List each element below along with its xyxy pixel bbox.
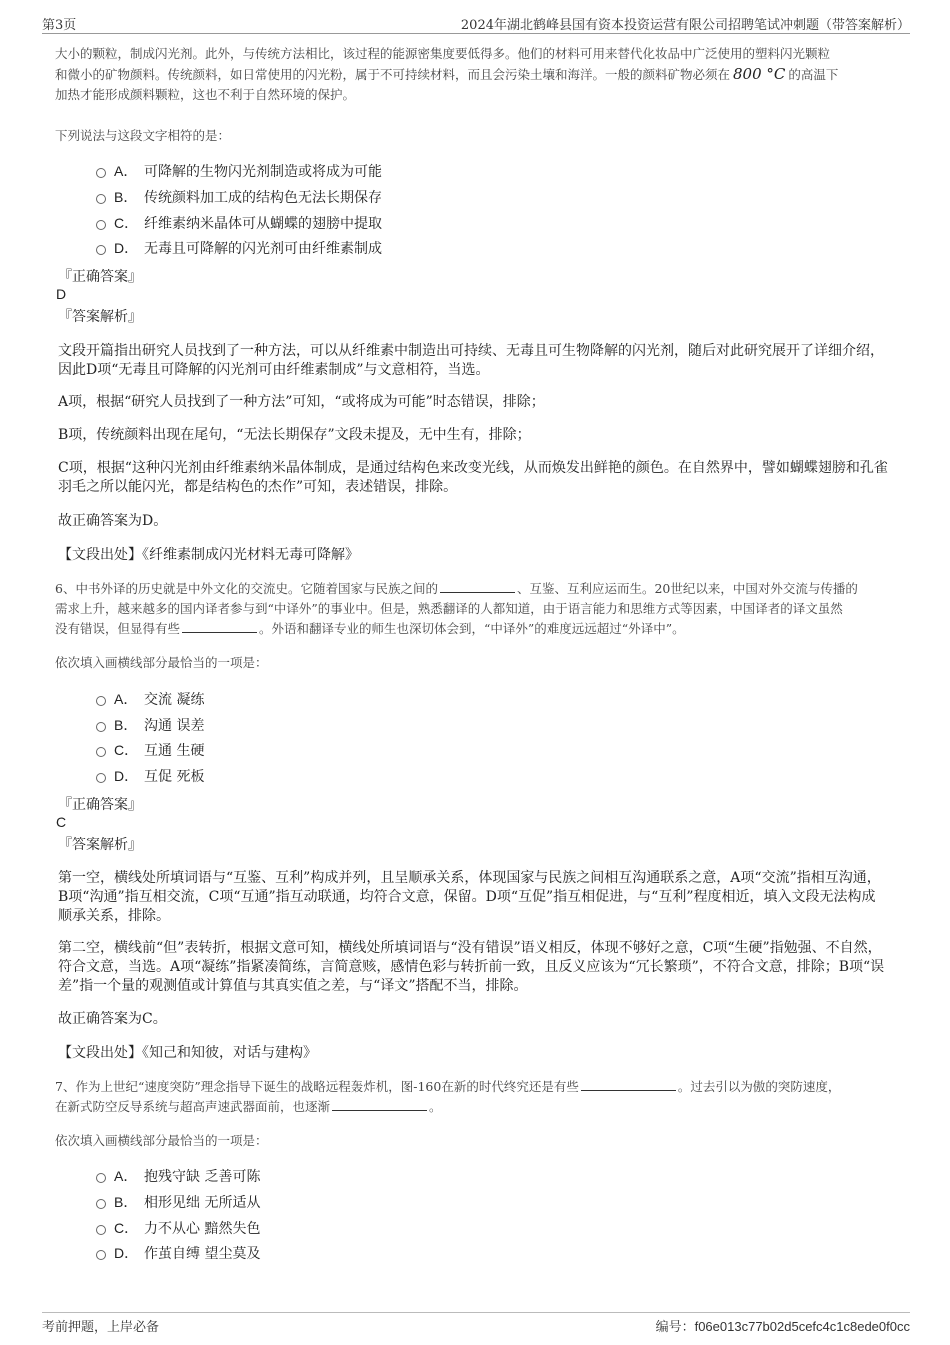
- q6-question: 6、中书外译的历史就是中外文化的交流史。它随着国家与民族之间的 、互鉴、互利应运而生。20世纪以来，中国对外交流与传播的 需求上升，越来越多的国内译者参与到“中译外”的事业中。但是，熟悉翻译的人都知道，由于语言能力和思维方式等因素，中国译者的译文虽然 没有错误，但显得有些 。外语和翻译专业的师生也深切体会到，“中译外”的难度远远超过“外译中”。: [55, 581, 858, 636]
- q5-passage-line2: 和微小的矿物颜料。传统颜料，如日常使用的闪光粉，属于不可持续材料，而且会污染土壤和海洋。一般的颜料矿物必须在 800 °C 的高温下: [55, 65, 839, 83]
- q5-answer-label: 『正确答案』: [58, 269, 142, 285]
- q6-analysis-p1: 第一空，横线处所填词语与“互鉴、互利”构成并列，且呈顺承关系，体现国家与民族之间相互沟通联系之意，A项“交流”指相互沟通，B项“沟通”指互相交流，C项“互通”指互动联通，均符合文意，保留。D项“互促”指互相促进，与“互利”程度相近，填入文段无法构成顺承关系，排除。: [58, 870, 881, 924]
- q7-option-a[interactable]: A． 抱残守缺 乏善可陈: [96, 1166, 260, 1186]
- footer-slogan: 考前押题，上岸必备: [42, 1320, 160, 1335]
- q5-passage-line1: 大小的颗粒，制成闪光剂。此外，与传统方法相比，该过程的能源密集度要低得多。他们的材料可用来替代化妆品中广泛使用的塑料闪光颗粒: [55, 46, 831, 61]
- q6-option-b[interactable]: B． 沟通 误差: [96, 715, 204, 735]
- q5-passage-line3: 加热才能形成颜料颗粒，这也不利于自然环境的保护。: [55, 87, 356, 102]
- q5-analysis-p4: C项，根据“这种闪光剂由纤维素纳米晶体制成，是通过结构色来改变光线，从而焕发出鲜艳的颜色。在自然界中，譬如蝴蝶翅膀和孔雀羽毛之所以能闪光，都是结构色的杰作”可知，表述错误，排除。: [58, 460, 888, 495]
- q6-answer-value: C: [56, 814, 67, 830]
- radio-icon[interactable]: [96, 722, 106, 732]
- footer-serial: 编号：f06e013c77b02d5cefc4c1c8ede0f0cc: [655, 1319, 910, 1334]
- q5-source: 【文段出处】《纤维素制成闪光材料无毒可降解》: [58, 547, 359, 563]
- radio-icon[interactable]: [96, 1225, 106, 1235]
- q6-option-c[interactable]: C． 互通 生硬: [96, 740, 204, 760]
- q5-analysis-conclusion: 故正确答案为D。: [58, 513, 168, 529]
- page-footer: [42, 1312, 910, 1335]
- q7-question: 7、作为上世纪“速度突防”理念指导下诞生的战略远程轰炸机，图-160在新的时代终究还是有些 。过去引以为傲的突防速度， 在新式防空反导系统与超高声速武器面前，也逐渐 。: [55, 1079, 841, 1114]
- q6-option-d[interactable]: D． 互促 死板: [96, 766, 204, 786]
- q5-analysis-label: 『答案解析』: [58, 309, 142, 325]
- blank-line: [332, 1099, 427, 1111]
- q7-option-d[interactable]: D． 作茧自缚 望尘莫及: [96, 1243, 260, 1263]
- q5-analysis-p3: B项，传统颜料出现在尾句，“无法长期保存”文段未提及，无中生有，排除；: [58, 427, 531, 443]
- q7-ask: 依次填入画横线部分最恰当的一项是：: [55, 1133, 268, 1148]
- q7-option-c[interactable]: C． 力不从心 黯然失色: [96, 1218, 260, 1238]
- radio-icon[interactable]: [96, 1250, 106, 1260]
- radio-icon[interactable]: [96, 1173, 106, 1183]
- radio-icon[interactable]: [96, 245, 106, 255]
- q5-option-d[interactable]: D． 无毒且可降解的闪光剂可由纤维素制成: [96, 238, 382, 258]
- document-title: 2024年湖北鹤峰县国有资本投资运营有限公司招聘笔试冲刺题（带答案解析）: [460, 18, 910, 33]
- radio-icon[interactable]: [96, 747, 106, 757]
- page-number: 第3页: [42, 18, 77, 33]
- radio-icon[interactable]: [96, 1199, 106, 1209]
- radio-icon[interactable]: [96, 696, 106, 706]
- blank-line: [581, 1079, 676, 1091]
- q5-ask: 下列说法与这段文字相符的是：: [55, 128, 231, 143]
- q5-option-c[interactable]: C． 纤维素纳米晶体可从蝴蝶的翅膀中提取: [96, 213, 382, 233]
- radio-icon[interactable]: [96, 220, 106, 230]
- q5-option-a[interactable]: A． 可降解的生物闪光剂制造或将成为可能: [96, 161, 382, 181]
- radio-icon[interactable]: [96, 168, 106, 178]
- q6-answer-label: 『正确答案』: [58, 797, 142, 813]
- q6-option-a[interactable]: A． 交流 凝练: [96, 689, 204, 709]
- q5-analysis-p2: A项，根据“研究人员找到了一种方法”可知，“或将成为可能”时态错误，排除；: [58, 394, 545, 410]
- q5-passage: [55, 44, 900, 105]
- radio-icon[interactable]: [96, 773, 106, 783]
- q6-analysis-conclusion: 故正确答案为C。: [58, 1011, 167, 1027]
- q5-answer-value: D: [56, 286, 67, 302]
- radio-icon[interactable]: [96, 194, 106, 204]
- q5-analysis-p1: 文段开篇指出研究人员找到了一种方法，可以从纤维素中制造出可持续、无毒且可生物降解的闪光剂，随后对此研究展开了详细介绍，因此D项“无毒且可降解的闪光剂可由纤维素制成”与文意相符，当选。: [58, 343, 884, 378]
- blank-line: [182, 621, 257, 633]
- q6-analysis-label: 『答案解析』: [58, 837, 142, 853]
- q6-source: 【文段出处】《知己和知彼，对话与建构》: [58, 1045, 317, 1061]
- temperature-formula: 800 °C: [733, 65, 786, 83]
- q5-option-b[interactable]: B． 传统颜料加工成的结构色无法长期保存: [96, 187, 382, 207]
- q6-analysis-p2: 第二空，横线前“但”表转折，根据文意可知，横线处所填词语与“没有错误”语义相反，体现不够好之意，C项“生硬”指勉强、不自然，符合文意，当选。A项“凝练”指紧凑简练，言简意赅，感情色彩与转折前一致，且反义应该为“冗长繁琐”，不符合文意，排除；B项“误差”指一个量的观测值或计算值与其真实值之差，与“译文”搭配不当，排除。: [58, 940, 885, 994]
- blank-line: [440, 581, 515, 593]
- q6-ask: 依次填入画横线部分最恰当的一项是：: [55, 655, 268, 670]
- page-header: [42, 12, 910, 34]
- q7-option-b[interactable]: B． 相形见绌 无所适从: [96, 1192, 260, 1212]
